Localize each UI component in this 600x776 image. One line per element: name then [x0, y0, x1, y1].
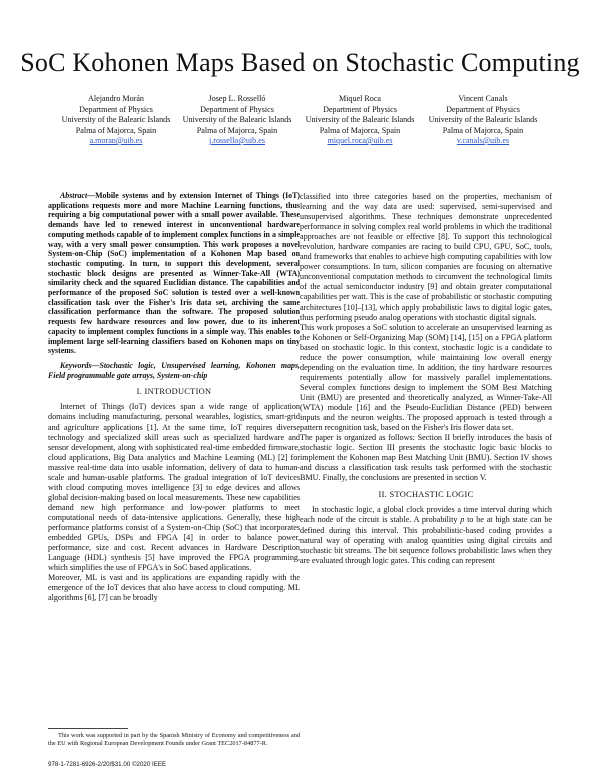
author-block-3: [290, 94, 430, 147]
author-university: University of the Balearic Islands: [61, 115, 171, 124]
author-university: University of the Balearic Islands: [428, 115, 538, 124]
author-city: Palma of Majorca, Spain: [442, 125, 524, 135]
text-span: to be at high state can be defined during this interval. This probabilistic-based coding provides a natural way of operating with analog quantities using digital circuits and stochastic bit streams. The bit sequence follows probabilistic laws when they are evaluated through logic gates. This coding can represent: [300, 515, 552, 565]
section-number: II.: [378, 490, 388, 500]
author-block-4: [413, 94, 553, 147]
section-initial: L: [446, 490, 452, 500]
author-city: Palma of Majorca, Spain: [75, 125, 157, 135]
author-department: Department of Physics: [200, 104, 274, 114]
author-name: Vincent Canals: [458, 94, 508, 103]
author-email-link[interactable]: j.rossello@uib.es: [208, 136, 265, 145]
author-email-link[interactable]: miquel.roca@uib.es: [327, 136, 393, 145]
author-name: Alejandro Morán: [88, 94, 144, 103]
section-title-rest: TOCHASTIC: [394, 490, 447, 500]
intro-paragraph: Moreover, ML is vast and its applications are expanding rapidly with the emergence of the IoT devices that also have access to cloud computing. ML algorithms [6], [7] can be broadly: [48, 573, 300, 603]
keywords-label: Keywords: [60, 360, 92, 370]
body-paragraph: This work proposes a SoC solution to accelerate an unsupervised learning as the Kohonen or Self-Organizing Map (SOM) [14], [15] on a FPGA platform based on stochastic logic. In this context, stochastic logic is a candidate to reduce the power consumption, while maintaining low overall energy depending on the evaluation time. In addition, the tiny hardware resources requirements potentially allow for massively parallel implementations. Several complex functions design to implement the SOM Best Matching Unit (BMU) are presented and theoretically analyzed, as Winner-Take-All (WTA) module [16] and the Pseudo-Euclidian Distance (PED) between inputs and the neuron weights. The proposed approach is tested through a pattern recognition task, based on the Fisher's Iris flower data set.: [300, 322, 552, 433]
section-heading-stochastic-logic: [300, 490, 552, 500]
author-department: Department of Physics: [79, 104, 153, 114]
section-title-rest: OGIC: [451, 490, 474, 500]
paper-title: SoC Kohonen Maps Based on Stochastic Computing: [20, 48, 580, 77]
abstract-text: Mobile systems and by extension Internet of Things (IoT) applications requests more and more Machine Learning functions, thus requiring a big computational power with a small power available. These demands have led to renewed interest in unconventional hardware computing methods capable of to implement complex functions in a simple way, with a very small power consumption. This work proposes a novel System-on-Chip (SoC) implementation of a Kohonen Map based on stochastic computing. In turn, to support this development, several stochastic block designs are presented as Winner-Take-All (WTA) similarity check and the squared Euclidian distance. The capabilities and performance of the proposed SoC solution is tested over a well-known classification task over the Fisher's Iris data set, archiving the same classification performance than the software. The proposed solution requests few hardware resources and low power, due to its inherent capacity to implement complex functions in a simple way. This enables to implement large self-learning classifiers based on Kohonen maps on tiny systems.: [48, 191, 300, 356]
abstract: [48, 191, 300, 356]
author-city: Palma of Majorca, Spain: [319, 125, 401, 135]
author-city: Palma of Majorca, Spain: [196, 125, 278, 135]
keywords-dash: —: [91, 360, 100, 370]
section-title-rest: NTRODUCTION: [147, 387, 212, 397]
stochastic-paragraph: [300, 505, 552, 565]
body-paragraph: The paper is organized as follows: Section II briefly introduces the basis of stochastic logic. Section III presents the stochastic logic basic blocks to implement the Kohonen map Best Matching Unit (BMU). Section IV shows and discuss a classification task results task performed with the stochastic BMU. Finally, the conclusions are presented in section V.: [300, 433, 552, 483]
intro-paragraph: Internet of Things (IoT) devices span a wide range of application domains including manufacturing, personal wearables, logistics, smart-grid and agriculture applications [1]. At the same time, IoT requires diverse technology and specialized skill areas such as specialized hardware and sensor development, along with sophisticated real-time embedded firmware, cloud applications, Big Data analytics and Machine Learning (ML) [2] for massive real-time data into usable information, delivery of data to human-scale and human-usable platforms. The gradual integration of IoT devices with cloud computing moves intelligence [3] to edge devices and allows global decision-making based on local measurements. These new capabilities demand new high performance and low-power platforms to meet computational needs of data-intensive applications. Generally, these high performance platforms consist of a System-on-Chip (SoC) that incorporates embedded GPUs, DSPs and FPGA [4] in order to balance power, performance, size and cost. Recent advances in Hardware Description Language (HDL) synthesis [5] have improved the FPGA programming, which simplifies the use of FPGA's in SoC based applications.: [48, 402, 300, 573]
section-initial: S: [389, 490, 395, 500]
abstract-dash: —: [87, 191, 96, 200]
left-column: [48, 191, 300, 603]
keywords-text: Stochastic logic, Unsupervised learning, Kohonen maps, Field programmable gate arrays, System-on-chip: [48, 360, 300, 380]
text-span: In stochastic logic, a global clock provides a time interval during which each node of the circuit is stable. A probability: [300, 505, 552, 525]
author-department: Department of Physics: [323, 104, 397, 114]
author-email-link[interactable]: v.canals@uib.es: [456, 136, 510, 145]
section-initial: I: [144, 387, 148, 397]
author-block-1: [46, 94, 186, 147]
isbn-copyright: 978-1-7281-6926-2/20/$31.00 ©2020 IEEE: [48, 761, 167, 768]
section-number: I.: [136, 387, 143, 397]
footnote-text: This work was supported in part by the Spanish Ministry of Economy and competitiveness and the EU with Regional European Development Founds under Grant TEC2017-84877-R.: [48, 732, 300, 748]
abstract-label: Abstract: [60, 191, 88, 200]
section-heading-introduction: [48, 387, 300, 397]
author-block-2: [167, 94, 307, 147]
author-department: Department of Physics: [446, 104, 520, 114]
footnote-divider: [48, 728, 128, 729]
body-paragraph: classified into three categories based on the properties, mechanism of learning and the way data are used: supervised, semi-supervised and unsupervised algorithms. These techniques demonstrate unprecedented performance in solving complex real world problems in which the traditional approaches are not feasible or effective [8]. To support this technological revolution, hardware companies are racing to build CPU, GPU, SoC, tools, and frameworks that enables to achieve high computing capabilities with low power consumptions. In turn, silicon companies are focusing on alternative unconventional computation methods to circumvent the technological limits of the actual semiconductor industry [9] and obtain greater computational capabilities per watt. This is the case of probabilistic or stochastic computing architectures [10]–[13], which apply probabilistic laws to digital logic gates, thus performing pseudo analog operations with stochastic digital signals.: [300, 192, 552, 322]
author-university: University of the Balearic Islands: [182, 115, 292, 124]
funding-footnote: [48, 732, 300, 748]
author-name: Josep L. Rosselló: [208, 94, 266, 103]
author-email-link[interactable]: a.moran@uib.es: [89, 136, 143, 145]
keywords: [48, 361, 300, 380]
author-university: University of the Balearic Islands: [305, 115, 415, 124]
math-variable: p: [460, 515, 465, 525]
right-column: [300, 192, 552, 566]
author-name: Miquel Roca: [338, 94, 382, 103]
